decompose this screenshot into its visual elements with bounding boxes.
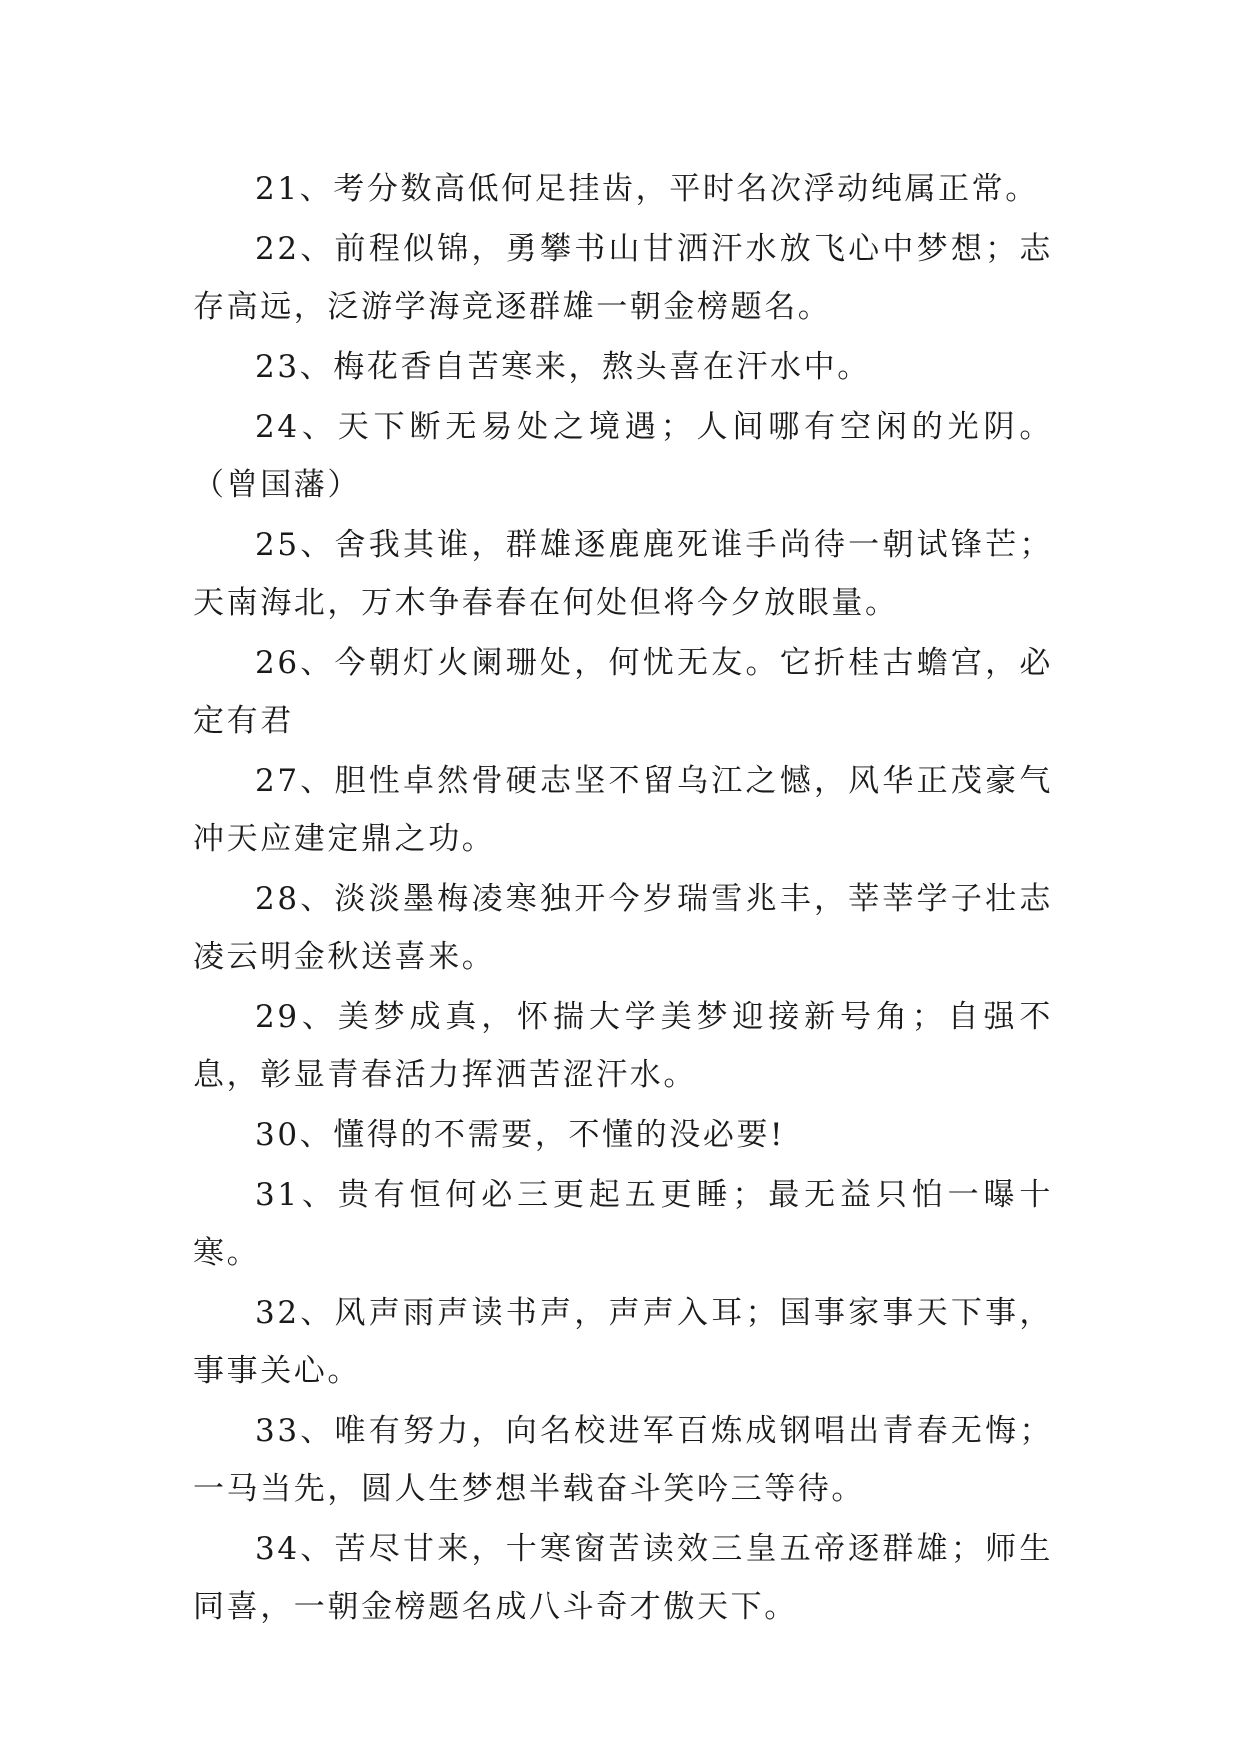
paragraph-26: 26、今朝灯火阑珊处，何忧无友。它折桂古蟾宫，必定有君	[193, 645, 1053, 739]
paragraph-25: 25、舍我其谁，群雄逐鹿鹿死谁手尚待一朝试锋芒；天南海北，万木争春春在何处但将今夕放眼量。	[193, 527, 1053, 621]
paragraph-31: 31、贵有恒何必三更起五更睡；最无益只怕一曝十寒。	[193, 1177, 1053, 1271]
paragraph-23: 23、梅花香自苦寒来，熬头喜在汗水中。	[255, 349, 871, 385]
paragraph-34: 34、苦尽甘来，十寒窗苦读效三皇五帝逐群雄；师生同喜，一朝金榜题名成八斗奇才傲天下。	[193, 1531, 1053, 1625]
paragraph-24: 24、天下断无易处之境遇；人间哪有空闲的光阴。（曾国藩）	[193, 409, 1053, 503]
paragraph-21: 21、考分数高低何足挂齿，平时名次浮动纯属正常。	[255, 171, 1039, 207]
paragraph-27: 27、胆性卓然骨硬志坚不留乌江之憾，风华正茂豪气冲天应建定鼎之功。	[193, 763, 1053, 857]
document-page	[193, 160, 1053, 1638]
paragraph-29: 29、美梦成真，怀揣大学美梦迎接新号角；自强不息，彰显青春活力挥洒苦涩汗水。	[193, 999, 1053, 1093]
paragraph-28: 28、淡淡墨梅凌寒独开今岁瑞雪兆丰，莘莘学子壮志凌云明金秋送喜来。	[193, 881, 1053, 975]
paragraph-30: 30、懂得的不需要，不懂的没必要!	[255, 1117, 786, 1153]
paragraph-32: 32、风声雨声读书声，声声入耳；国事家事天下事，事事关心。	[193, 1295, 1053, 1389]
paragraph-22: 22、前程似锦，勇攀书山甘洒汗水放飞心中梦想；志存高远，泛游学海竞逐群雄一朝金榜题名。	[193, 231, 1053, 325]
paragraph-33: 33、唯有努力，向名校进军百炼成钢唱出青春无悔；一马当先，圆人生梦想半载奋斗笑吟三等待。	[193, 1413, 1053, 1507]
